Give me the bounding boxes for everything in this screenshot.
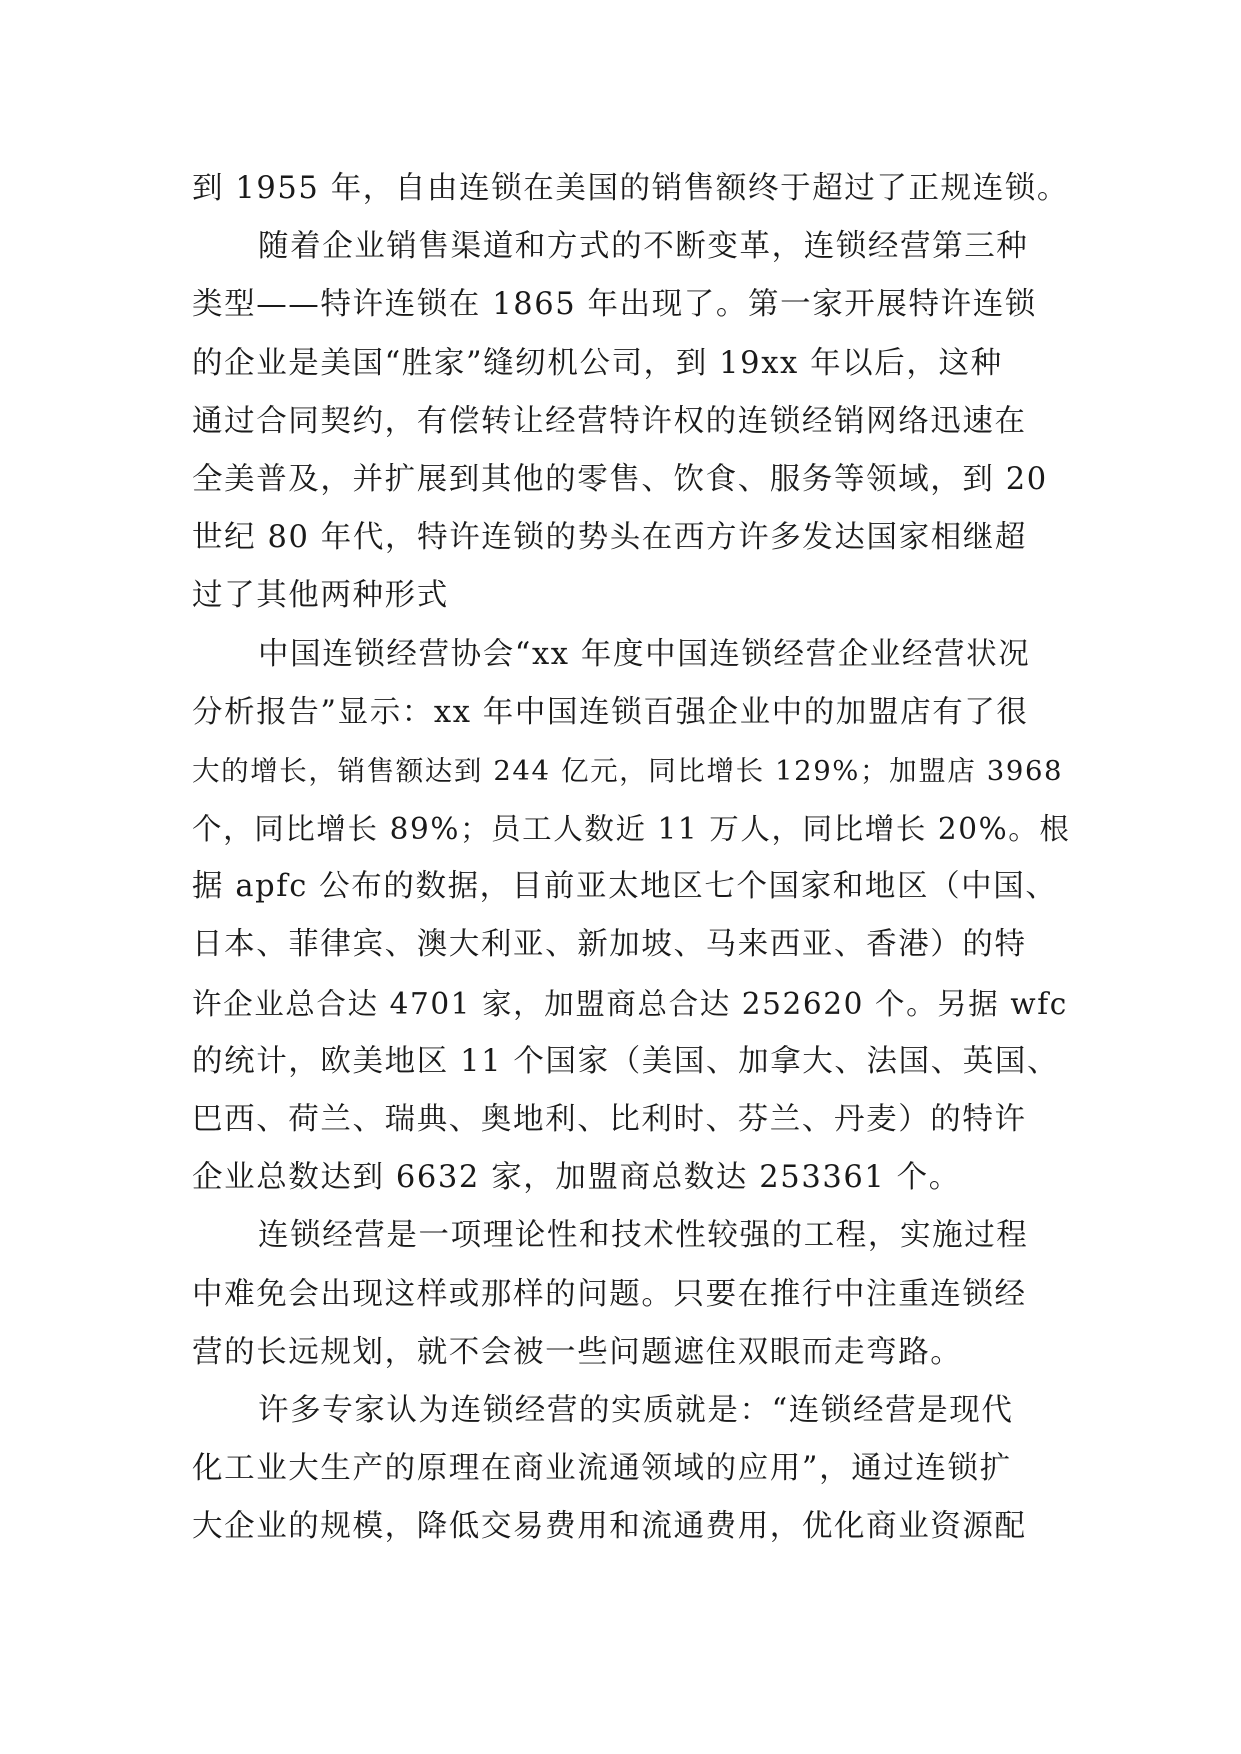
text-line: 世纪 80 年代，特许连锁的势头在西方许多发达国家相继超 <box>192 520 1027 556</box>
text-line: 分析报告”显示：xx 年中国连锁百强企业中的加盟店有了很 <box>192 694 1029 730</box>
text-line: 化工业大生产的原理在商业流通领域的应用”，通过连锁扩 <box>192 1451 1012 1487</box>
text-line: 过了其他两种形式 <box>192 578 449 614</box>
text-line: 据 apfc 公布的数据，目前亚太地区七个国家和地区（中国、 <box>192 869 1058 905</box>
text-line: 企业总数达到 6632 家，加盟商总数达 253361 个。 <box>192 1160 961 1196</box>
text-line: 全美普及，并扩展到其他的零售、饮食、服务等领域，到 20 <box>192 461 1048 497</box>
text-line: 日本、菲律宾、澳大利亚、新加坡、马来西亚、香港）的特 <box>192 927 1027 963</box>
text-line: 营的长远规划，就不会被一些问题遮住双眼而走弯路。 <box>192 1334 963 1370</box>
text-line: 中国连锁经营协会“xx 年度中国连锁经营企业经营状况 <box>258 636 1031 672</box>
text-line: 连锁经营是一项理论性和技术性较强的工程，实施过程 <box>258 1218 1029 1254</box>
text-line: 类型——特许连锁在 1865 年出现了。第一家开展特许连锁 <box>192 287 1037 323</box>
text-line: 随着企业销售渠道和方式的不断变革，连锁经营第三种 <box>258 229 1029 265</box>
text-line: 许多专家认为连锁经营的实质就是：“连锁经营是现代 <box>258 1392 1014 1428</box>
text-line: 通过合同契约，有偿转让经营特许权的连锁经销网络迅速在 <box>192 403 1027 439</box>
text-line: 的企业是美国“胜家”缝纫机公司，到 19xx 年以后，这种 <box>192 345 1003 381</box>
text-line: 巴西、荷兰、瑞典、奥地利、比利时、芬兰、丹麦）的特许 <box>192 1102 1027 1137</box>
text-line: 许企业总合达 4701 家，加盟商总合达 252620 个。另据 wfc <box>192 986 1068 1021</box>
text-line: 中难免会出现这样或那样的问题。只要在推行中注重连锁经 <box>192 1276 1027 1312</box>
text-line: 个，同比增长 89%；员工人数近 11 万人，同比增长 20%。根 <box>192 812 1071 847</box>
text-line: 大的增长，销售额达到 244 亿元，同比增长 129%；加盟店 3968 <box>192 754 1064 787</box>
text-line: 的统计，欧美地区 11 个国家（美国、加拿大、法国、英国、 <box>192 1043 1060 1079</box>
text-line: 到 1955 年，自由连锁在美国的销售额终于超过了正规连锁。 <box>192 171 1070 206</box>
text-line: 大企业的规模，降低交易费用和流通费用，优化商业资源配 <box>192 1509 1027 1545</box>
body-text <box>192 160 1072 1557</box>
